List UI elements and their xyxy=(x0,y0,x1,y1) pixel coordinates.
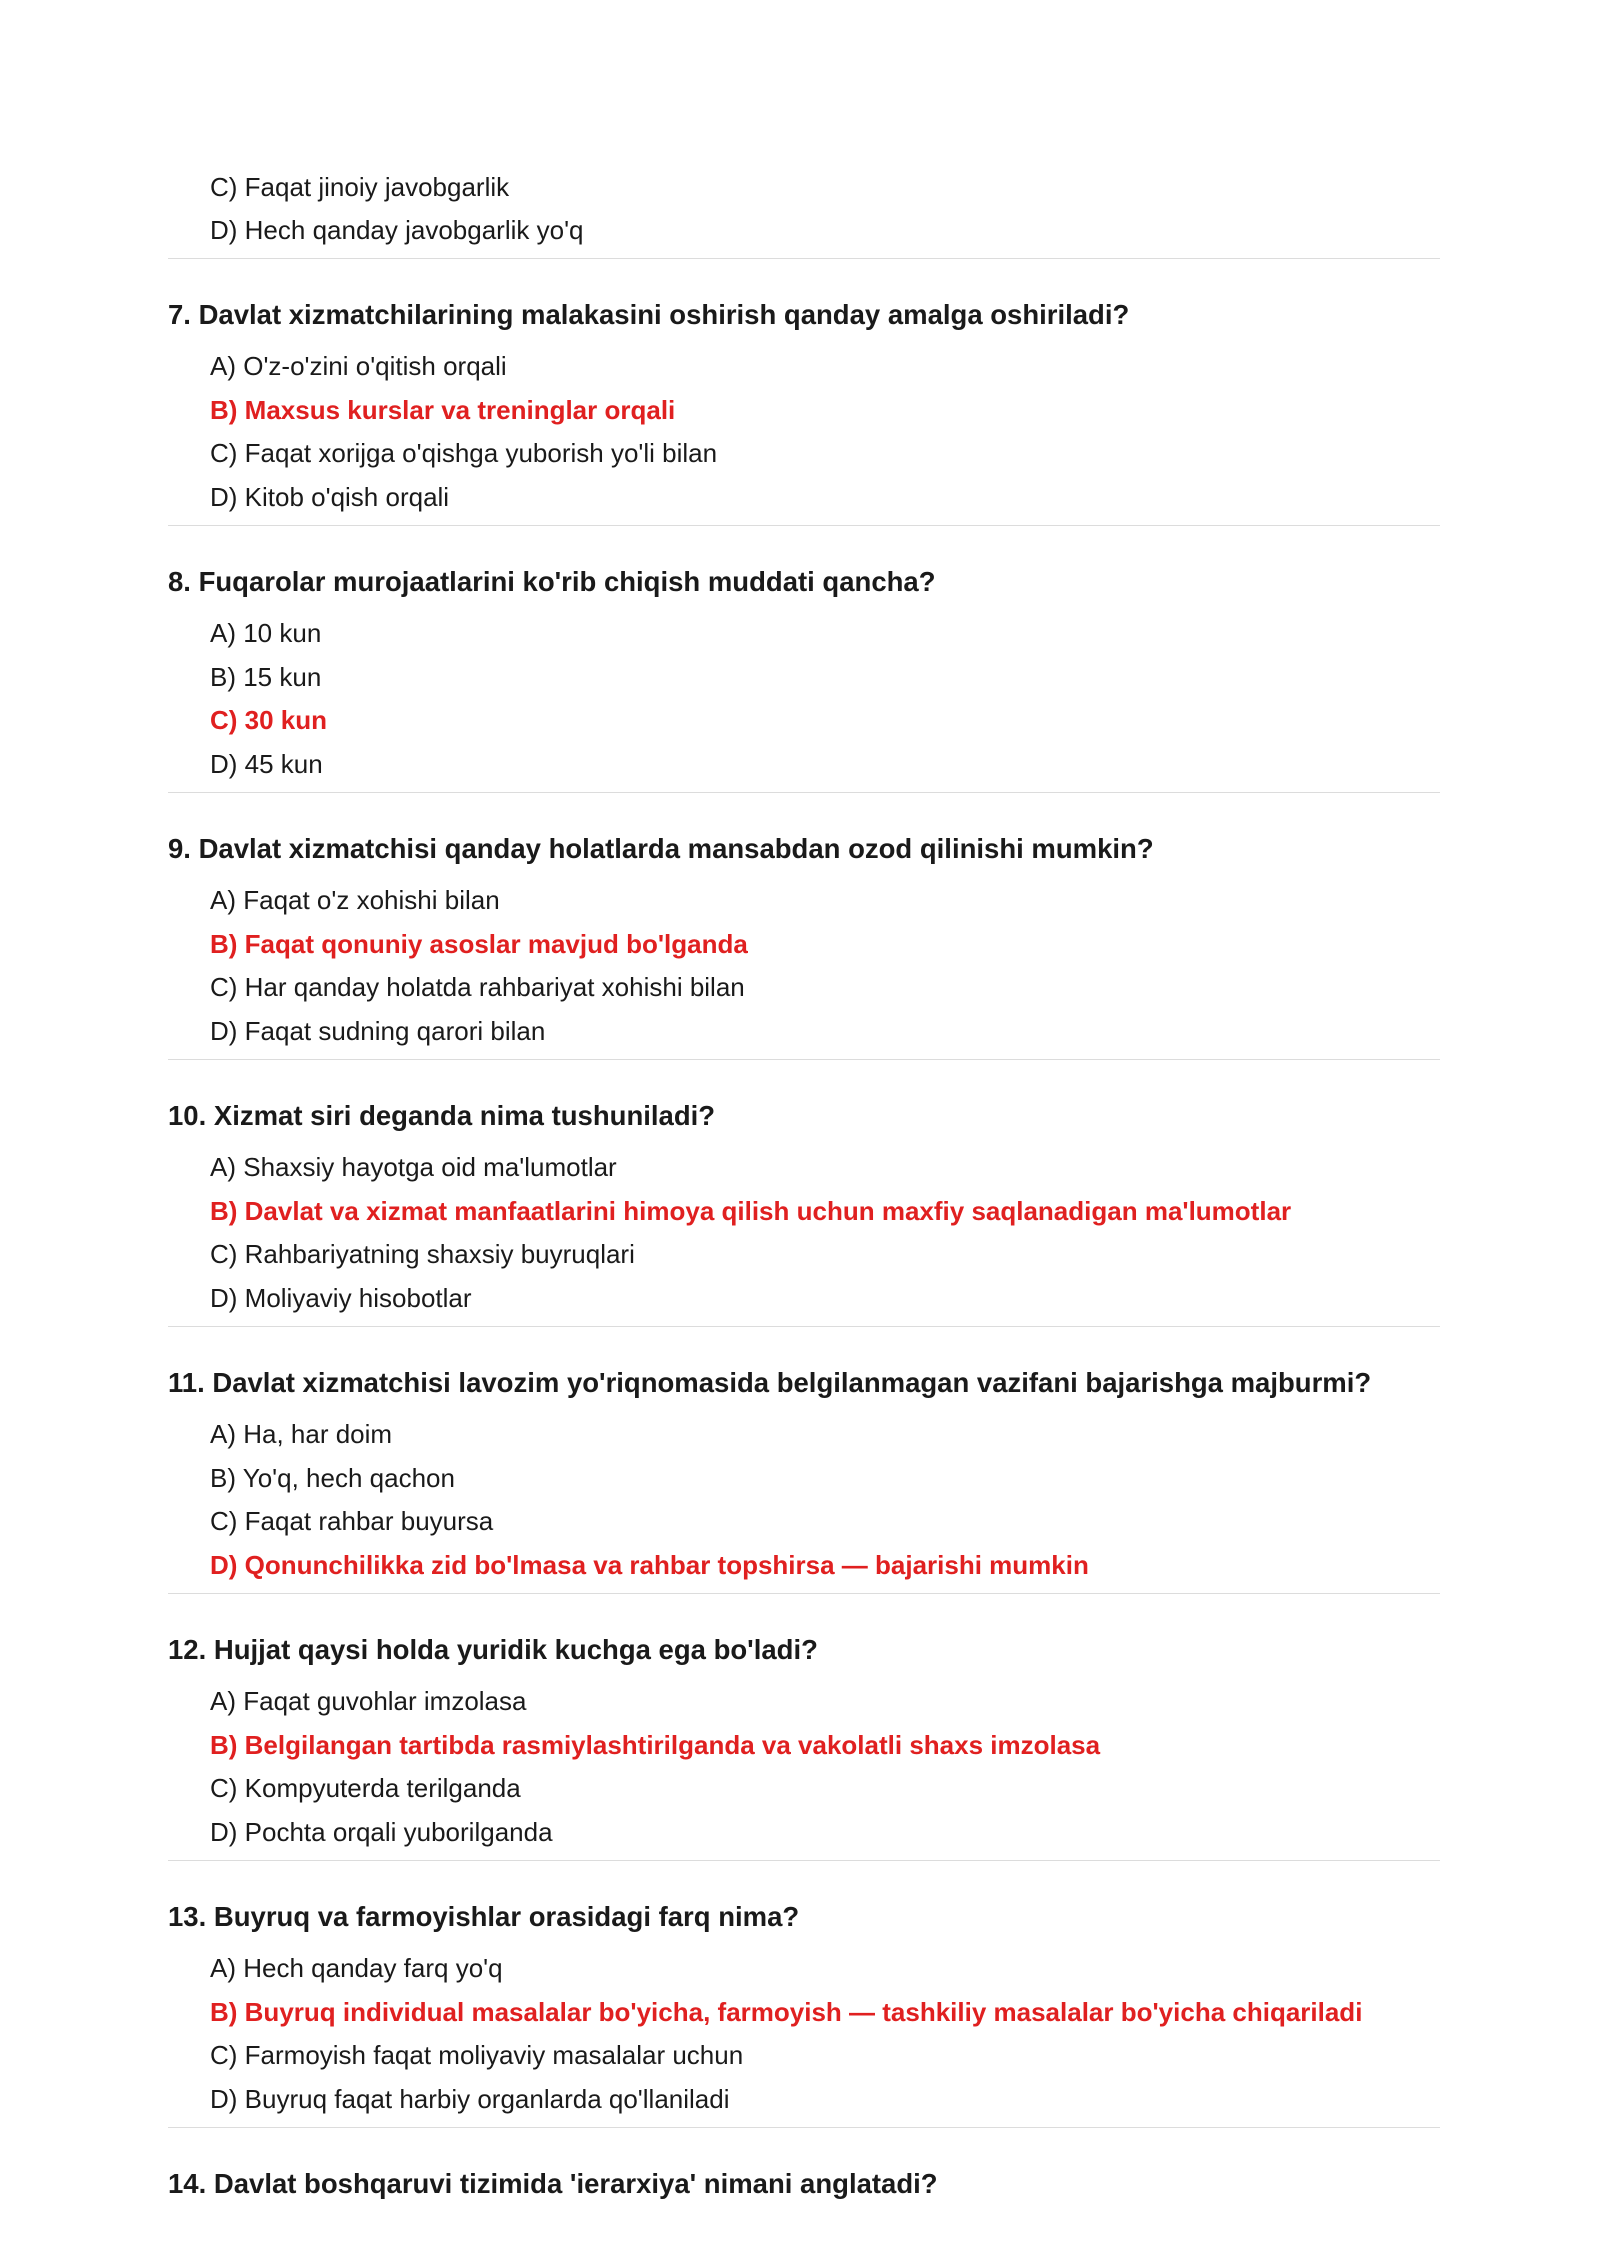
answer-option: A) Shaxsiy hayotga oid ma'lumotlar xyxy=(210,1152,617,1182)
answer-option: A) O'z-o'zini o'qitish orqali xyxy=(210,351,507,381)
answer-option-correct: B) Maxsus kurslar va treninglar orqali xyxy=(210,394,676,425)
question-title: 14. Davlat boshqaruvi tizimida 'ierarxiya' nimani anglatadi? xyxy=(168,2168,938,2199)
answer-option: A) 10 kun xyxy=(210,618,322,648)
answer-option: D) Faqat sudning qarori bilan xyxy=(210,1015,546,1046)
answer-option-correct: B) Belgilangan tartibda rasmiylashtirilganda va vakolatli shaxs imzolasa xyxy=(210,1729,1101,1760)
answer-option: D) Buyruq faqat harbiy organlarda qo'llaniladi xyxy=(210,2083,730,2114)
answer-option: A) Hech qanday farq yo'q xyxy=(210,1953,503,1983)
question-block xyxy=(168,1100,1440,1327)
question-block xyxy=(168,833,1440,1060)
answer-option: A) Faqat guvohlar imzolasa xyxy=(210,1686,527,1716)
answer-option-correct: B) Buyruq individual masalalar bo'yicha, farmoyish — tashkiliy masalalar bo'yicha chiqariladi xyxy=(210,1996,1363,2027)
question-title: 9. Davlat xizmatchisi qanday holatlarda mansabdan ozod qilinishi mumkin? xyxy=(168,833,1154,864)
answer-option: C) Faqat xorijga o'qishga yuborish yo'li bilan xyxy=(210,438,718,468)
answer-option: D) Pochta orqali yuborilganda xyxy=(210,1816,553,1847)
answer-option: C) Rahbariyatning shaxsiy buyruqlari xyxy=(210,1239,635,1269)
carryover-options xyxy=(168,166,1440,259)
answer-option-correct: C) 30 kun xyxy=(210,705,328,735)
answer-option: A) Ha, har doim xyxy=(210,1419,393,1449)
question-title: 12. Hujjat qaysi holda yuridik kuchga ega bo'ladi? xyxy=(168,1634,818,1665)
answer-option: C) Kompyuterda terilganda xyxy=(210,1773,521,1803)
answer-option: C) Faqat rahbar buyursa xyxy=(210,1506,494,1536)
answer-option: D) Kitob o'qish orqali xyxy=(210,481,450,512)
answer-option-correct: D) Qonunchilikka zid bo'lmasa va rahbar topshirsa — bajarishi mumkin xyxy=(210,1549,1089,1580)
quiz-content xyxy=(168,166,1440,2260)
answer-option: D) 45 kun xyxy=(210,748,323,779)
answer-option: B) Yo'q, hech qachon xyxy=(210,1462,455,1493)
question-block xyxy=(168,299,1440,526)
question-title: 8. Fuqarolar murojaatlarini ko'rib chiqish muddati qancha? xyxy=(168,566,936,597)
question-block xyxy=(168,1367,1440,1594)
question-block xyxy=(168,2168,1440,2220)
answer-option: D) Moliyaviy hisobotlar xyxy=(210,1282,472,1313)
answer-option-correct: B) Davlat va xizmat manfaatlarini himoya qilish uchun maxfiy saqlanadigan ma'lumotlar xyxy=(210,1195,1292,1226)
answer-option: A) Faqat o'z xohishi bilan xyxy=(210,885,500,915)
answer-option: D) Hech qanday javobgarlik yo'q xyxy=(210,215,584,245)
answer-option: C) Faqat jinoiy javobgarlik xyxy=(210,172,510,202)
question-block xyxy=(168,1901,1440,2128)
question-title: 7. Davlat xizmatchilarining malakasini oshirish qanday amalga oshiriladi? xyxy=(168,299,1130,330)
question-title: 11. Davlat xizmatchisi lavozim yo'riqnomasida belgilanmagan vazifani bajarishga majburmi? xyxy=(168,1367,1372,1398)
answer-option: C) Farmoyish faqat moliyaviy masalalar uchun xyxy=(210,2040,744,2070)
answer-option: B) 15 kun xyxy=(210,661,322,692)
question-block xyxy=(168,566,1440,793)
answer-option: C) Har qanday holatda rahbariyat xohishi bilan xyxy=(210,972,745,1002)
question-title: 10. Xizmat siri deganda nima tushuniladi? xyxy=(168,1100,716,1131)
question-title: 13. Buyruq va farmoyishlar orasidagi farq nima? xyxy=(168,1901,800,1932)
question-block xyxy=(168,1634,1440,1861)
answer-option-correct: B) Faqat qonuniy asoslar mavjud bo'lganda xyxy=(210,928,748,959)
